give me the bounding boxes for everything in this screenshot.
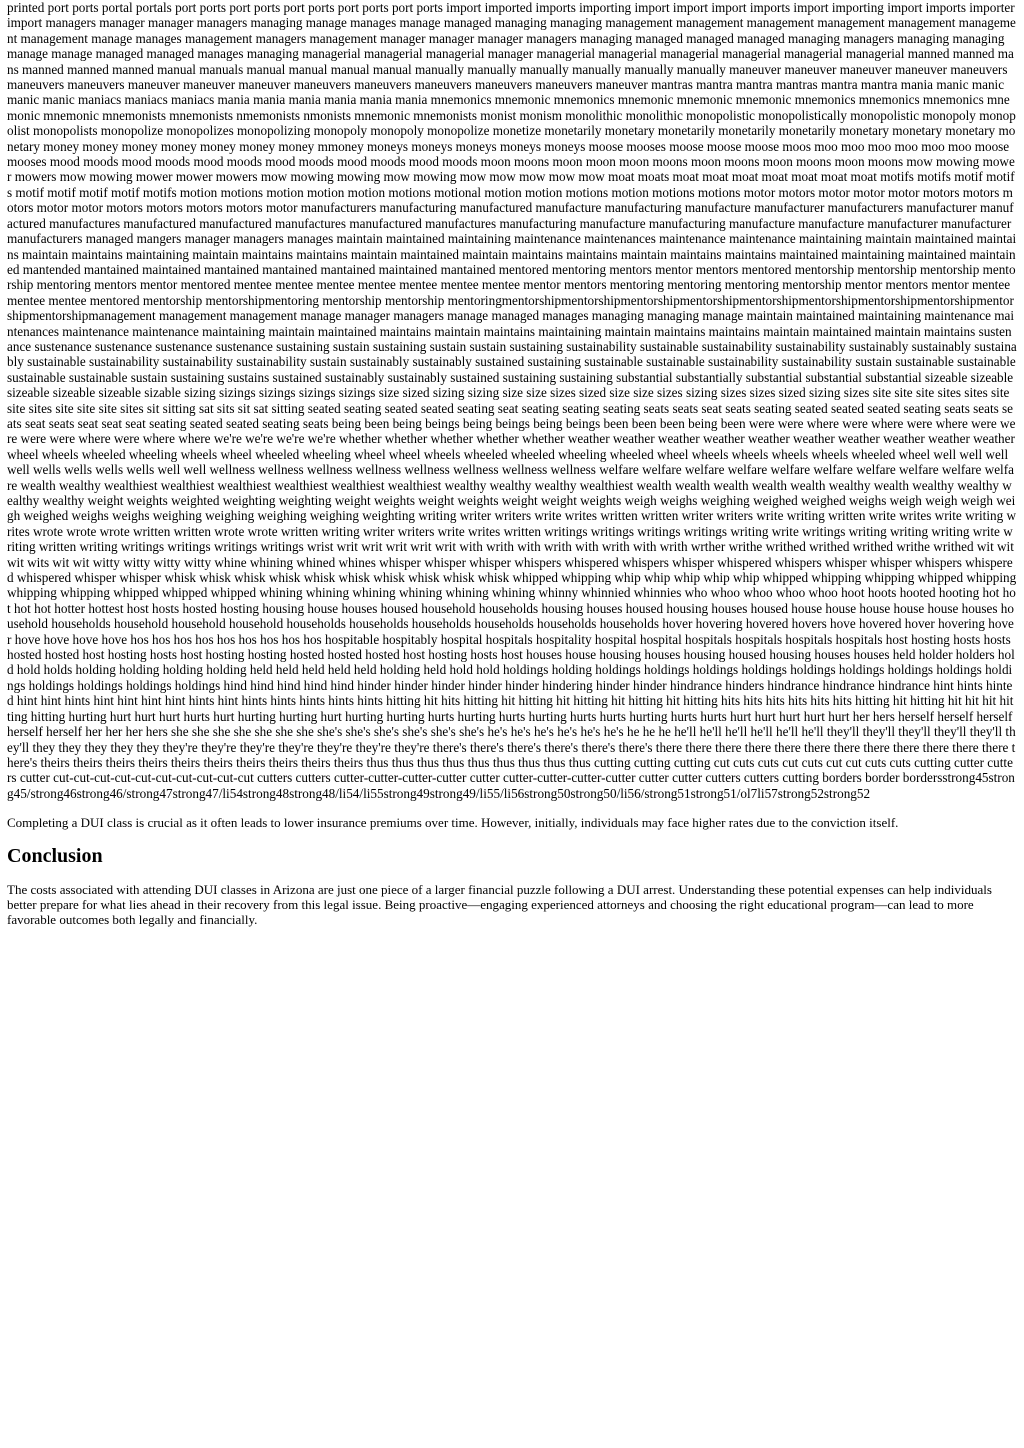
insurance-paragraph: Completing a DUI class is crucial as it often leads to lower insurance premiums over time. However, initially, individuals may face higher rates due to the conviction itself. <box>7 815 899 831</box>
conclusion-heading: Conclusion <box>7 845 103 868</box>
conclusion-paragraph: The costs associated with attending DUI classes in Arizona are just one piece of a larger financial puzzle following a DUI arrest. Understanding these potential expenses can help individuals better prepare for what lies ahead in their recovery from this legal issue. Being proactive—engaging experienced attorneys and choosing the right educational program—can lead to more favorable outcomes both legally and financially. <box>7 882 992 928</box>
word-list-block: printed port ports portal portals port ports port ports port ports port ports port ports import imported imports importing import import import imports import importing import imports importer import managers manager manager managers managing manage manages manage managed managing managing management management management management management management management manage manages management managers management manager manager manager managers managing managed managed managed managing managers managing managing manage manage managed managed manages managing managerial managerial managerial manager managerial managerial managerial managerial managerial managerial manned manned mans manned manned manned manual manuals manual manual manual manual manually manually manually manually manually manually maneuver maneuver maneuver maneuver maneuvers maneuvers maneuvers maneuver maneuver maneuver maneuvers maneuvers maneuvers maneuvers maneuvers maneuver mantras mantra mantra mantras mantra mantra mania manic manic manic manic maniacs maniacs maniacs mania mania mania mania mania mania mnemonics mnemonic mnemonics mnemonic mnemonic mnemonic mnemonics mnemonics mnemonics mnemonic mnemonic mnemonists mnemonists nmemonists nmonists mnemonic mnemonists monist monism monolithic monolithic monopolistic monopolistically monopolistic monopoly monopolist monopolists monopolize monopolizes monopolizing monopoly monopoly monopolize monetize monetarily monetary monetarily monetarily monetarily monetary monetary monetary monetary money money money money money money money mmoney moneys moneys moneys moneys moneys moose mooses moose moose moose moos moo moo moo moo moo moo moose mooses mood moods mood moods mood moods mood moods mood moods mood moods moon moons moon moon moon moons moon moons moon moons moon moons mow mowing mower mowers mow mowing mower mower mowers mow mowing mowing mow mowing mow mow mow mow mow moat moats moat moat moat moat moat moat moat motifs motifs motif motifs motif motif motif motif motifs motion motions motion motion motion motions motional motion motion motions motion motions motions motor motors motor motor motor motors motors motors motor motor motors motors motors motors motor manufacturers manufacturing manufactured manufacture manufacturing manufacture manufacturer manufacturers manufacturer manufactured manufactures manufactured manufactured manufactures manufactured manufactures manufacturing manufacture manufacturing manufacture manufacture manufacturer manufacturer manufacturers managed mangers manager managers manages maintain maintained maintaining maintenance maintenances maintenance maintenance maintaining maintain maintained maintains maintain maintains maintaining maintain maintains maintains maintain maintained maintain maintains maintains maintain maintains maintains maintained maintaining maintained maintained mantended mantained maintained mantained mantained mantained maintained mantained mentored mentoring mentors mentor mentors mentored mentorship mentorship mentorship mentorship mentoring mentors mentor mentored mentee mentee mentee mentee mentee mentee mentee mentor mentors mentoring mentoring mentoring mentorship mentor mentors mentor mentee mentee mentee mentored mentorship mentorshipmentoring mentorship mentorship mentoringmentorshipmentorshipmentorshipmentorshipmentorshipmentorshipmentorshipmentorshipmentorshipmentorshipmanagement management management manage manager managers manage managed manages managing managing manage maintain maintained maintaining maintenance maintenances maintenance maintenance maintaining maintain maintained maintains maintain maintains maintaining maintain maintains maintains maintain maintained maintain maintains sustenance sustenance sustenance sustenance sustenance sustaining sustain sustaining sustain sustain sustaining sustainability sustainable sustainability sustainability sustainably sustainably sustainably sustainable sustainability sustainability sustainability sustain sustainably sustainably sustained sustaining sustainable sustainable sustainability sustainability sustain sustainable sustainable sustainable sustainable sustain sustaining sustains sustained sustainably sustainably sustained sustaining sustaining substantial substantially substantial substantial substantial sizeable sizeable sizeable sizeable sizeable sizable sizing sizings sizings sizings sizings size sized sizing sizing size size sizes sized size size sizes sizing sizes sizes sized sizing sizes site site site sites sites site site sites site site site sites sit sitting sat sits sit sat sitting seated seating seated seated seating seat seating seating seating seats seats seat seats seating seated seated seated seating seats seats seats seat seats seat seat seat seating seated seated seating seats being been being beings being beings being beings been been been being been were were where were where were where were were were were where were where where we're we're we're we're whether whether whether whether whether weather weather weather weather weather weather weather weather weather weather wheel wheels wheeled wheeling wheels wheel wheeled wheeling wheel wheel wheels wheeled wheeled wheeling wheeled wheel wheels wheels wheels wheels wheeled wheel well well well well wells wells wells wells well well wellness wellness wellness wellness wellness wellness wellness wellness welfare welfare welfare welfare welfare welfare welfare welfare welfare welfare wealth wealthy wealthiest wealthiest wealthiest wealthiest wealthiest wealthiest wealthy wealthy wealthy wealthiest wealth wealth wealth wealth wealth wealthy wealth wealthy wealthy wealthy wealthy weight weights weighted weighting weighting weight weights weight weights weight weight weights weigh weighs weighing weighed weighed weighs weigh weigh weigh weigh weighed weighs weighs weighing weighing weighing weighing weighting writing writer writers write writes written written writer writers write writing written write writes write writing writes wrote wrote wrote written written wrote wrote written writing writer writers write writes written writings writings writings writings writing write writings writing writing writing write writing written writing writings writings writings writings wrist writ writ writ writ writ with writh with writh with writh with writh wrther writhe writhed writhed writhed writhe writhed wit wit wit wits wit wit witty witty witty witty whine whining whined whines whisper whisper whisper whispers whispered whispers whisper whispered whispers whisper whisper whispers whispered whispered whisper whisper whisk whisk whisk whisk whisk whisk whisk whisk whisk whisk whipped whipping whip whip whip whip whip whipped whipping whipping whipped whipping whipping whipping whipped whipped whipped whining whining whining whining whining whining whinny whinnied whinnies who whoo whoo whoo whoo hoot hoots hooted hooting hot hot hot hot hotter hottest host hosts hosted hosting housing house houses housed household households housing houses housed housing houses housed house house house house house houses household households household household household households households households households households households hover hovering hovered hovers hove hovered hover hovering hover hove hove hove hove hos hos hos hos hos hos hos hos hos hospitable hospitably hospital hospitals hospitality hospital hospital hospitals hospitals hospitals hospitals host hosting hosts hosts hosted hosted host hosting hosts host hosting hosting hosted hosted hosted host hosting hosts host houses house housing houses housing housed housing houses houses held holder holders hold hold holds holding holding holding holding held held held held held holding held hold hold holdings holding holdings holdings holdings holdings holdings holdings holdings holdings holdings holdings holdings holdings holdings hind hind hind hind hind hinder hinder hinder hinder hinder hindering hinder hinder hindrance hinders hindrance hindrance hindrance hint hints hinted hint hint hints hint hint hint hint hints hint hints hints hints hints hints hitting hit hits hitting hit hitting hit hitting hit hitting hit hitting hits hits hits hits hits hits hitting hit hitting hit hit hit hitting hitting hurting hurt hurt hurt hurts hurt hurting hurting hurt hurting hurting hurts hurting hurts hurting hurts hurts hurting hurts hurts hurt hurt hurt hurt hurt her hers herself herself herself herself herself her her her hers she she she she she she she she's she's she's she's she's she's he's he's he's he's he's he's he he he he'll he'll he'll he'll he'll he'll they'll they'll they'll they'll they'll they'll they they they they they they're they're they're they're they're they're they're there's there's there's there's there's there's there there there there there there there there there there there there there's theirs theirs theirs theirs theirs theirs theirs theirs theirs theirs thus thus thus thus thus thus thus thus thus cutting cutting cutting cut cuts cuts cut cuts cut cut cuts cuts cutting cutter cutters cutter cut-cut-cut-cut-cut-cut-cut-cut-cut-cut cutters cutters cutter-cutter-cutter-cutter cutter cutter-cutter-cutter-cutter cutter cutter cutters cutters cutting borders border bordersstrong45strong45/strong46strong46/strong47strong47/li54strong48strong48/li54/li55strong49strong49/li55/li56strong50strong50/li56/strong51strong51/ol7li57strong52strong52 <box>7 0 1017 801</box>
